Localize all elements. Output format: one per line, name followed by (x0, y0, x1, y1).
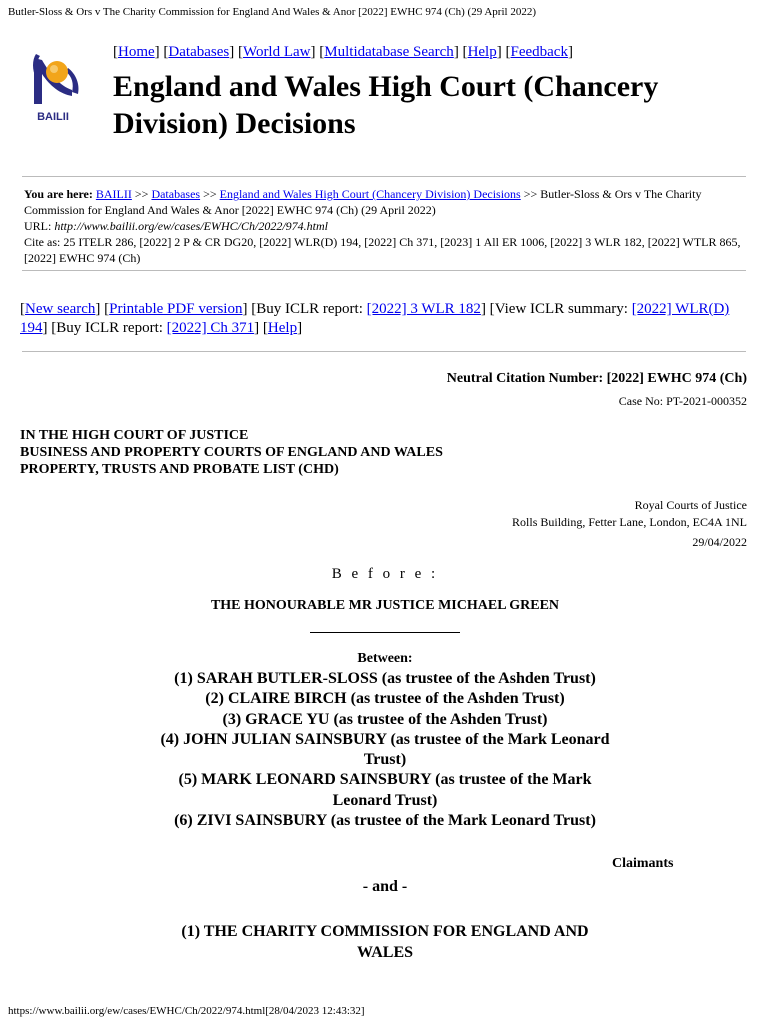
nav-feedback-link[interactable]: Feedback (510, 44, 568, 60)
nav-multidatabase-search-link[interactable]: Multidatabase Search (324, 44, 454, 60)
divider (22, 351, 746, 352)
judge-underline (310, 632, 460, 633)
claimant: (4) JOHN JULIAN SAINSBURY (as trustee of the Mark Leonard Trust) (160, 730, 610, 769)
new-search-link[interactable]: New search (25, 301, 96, 317)
view-iclr-summary-label: View ICLR summary: (494, 301, 628, 317)
iclr-ch-371-link[interactable]: [2022] Ch 371 (166, 320, 255, 336)
nav-world-law-link[interactable]: World Law (242, 44, 311, 60)
breadcrumb-separator: >> (203, 187, 217, 201)
iclr-wlr-182-link[interactable]: [2022] 3 WLR 182 (366, 301, 481, 317)
claimant: (3) GRACE YU (as trustee of the Ashden Trust) (222, 710, 548, 728)
site-title: England and Wales High Court (Chancery Division) Decisions (113, 70, 659, 140)
defendant: (1) THE CHARITY COMMISSION FOR ENGLAND AND WALES (181, 923, 589, 961)
claimants-list (160, 669, 610, 831)
breadcrumb-bailii-link[interactable]: BAILII (95, 187, 132, 201)
logo-text: BAILII (37, 111, 69, 123)
court-address (512, 497, 747, 531)
neutral-citation-number: Neutral Citation Number: [2022] EWHC 974 (Ch) (446, 371, 747, 386)
printable-pdf-link[interactable]: Printable PDF version (109, 301, 243, 317)
case-info (24, 186, 744, 266)
before-heading: B e f o r e : (331, 566, 439, 582)
bailii-logo-icon (22, 50, 84, 126)
url-line (24, 218, 744, 234)
claimants-role-label: Claimants (612, 856, 674, 871)
case-url: http://www.bailii.org/ew/cases/EWHC/Ch/2022/974.html (54, 219, 329, 233)
buy-iclr-label: Buy ICLR report: (56, 320, 163, 336)
cite-as-line: Cite as: 25 ITELR 286, [2022] 2 P & CR DG20, [2022] WLR(D) 194, [2022] Ch 371, [2023] 1 All ER 1006, [2022] 3 WLR 182, [2022] WTLR 865, [2022] EWHC 974 (Ch) (24, 235, 741, 265)
judge-name: THE HONOURABLE MR JUSTICE MICHAEL GREEN (210, 598, 560, 613)
print-header: Butler-Sloss & Ors v The Charity Commission for England And Wales & Anor [2022] EWHC 974 (Ch) (29 April 2022) (8, 6, 536, 18)
divider (22, 176, 746, 177)
nav-databases-link[interactable]: Databases (168, 44, 230, 60)
breadcrumb-separator: >> (134, 187, 149, 201)
nav-help-link[interactable]: Help (467, 44, 497, 60)
divider (22, 270, 746, 271)
breadcrumb (24, 186, 744, 218)
top-navigation: [Home] [Databases] [World Law] [Multidatabase Search] [Help] [Feedback] (113, 44, 573, 60)
claimant: (6) ZIVI SAINSBURY (as trustee of the Mark Leonard Trust) (174, 812, 596, 830)
claimant: (5) MARK LEONARD SAINSBURY (as trustee of the Mark Leonard Trust) (178, 771, 592, 809)
iclr-wlrd-194-link[interactable]: [2022] WLR(D) 194 (20, 301, 730, 336)
court-line: BUSINESS AND PROPERTY COURTS OF ENGLAND AND WALES (20, 445, 443, 460)
breadcrumb-court-link[interactable]: England and Wales High Court (Chancery Division) Decisions (219, 187, 521, 201)
court-heading (20, 427, 443, 478)
bailii-logo[interactable] (22, 50, 84, 126)
address-line: Royal Courts of Justice (634, 498, 747, 512)
breadcrumb-databases-link[interactable]: Databases (151, 187, 201, 201)
url-label: URL: (24, 219, 52, 233)
nav-home-link[interactable]: Home (118, 44, 155, 60)
claimant: (2) CLAIRE BIRCH (as trustee of the Ashden Trust) (205, 690, 565, 708)
between-heading: Between: (357, 651, 413, 666)
breadcrumb-current: Butler-Sloss & Ors v The Charity Commission for England And Wales & Anor [2022] EWHC 974 (Ch) (29 April 2022) (24, 187, 702, 217)
case-links: [New search] [Printable PDF version] [Buy ICLR report: [2022] 3 WLR 182] [View ICLR summary: [2022] WLR(D) 194] [Buy ICLR report: [2022] Ch 371] [Help] (20, 301, 730, 336)
and-separator: - and - (362, 878, 408, 895)
court-line: PROPERTY, TRUSTS AND PROBATE LIST (CHD) (20, 462, 339, 477)
address-line: Rolls Building, Fetter Lane, London, EC4A 1NL (512, 515, 747, 529)
judgment-date: 29/04/2022 (692, 535, 747, 549)
claimant: (1) SARAH BUTLER-SLOSS (as trustee of the Ashden Trust) (174, 670, 596, 687)
court-line: IN THE HIGH COURT OF JUSTICE (20, 428, 249, 443)
help-link[interactable]: Help (267, 320, 298, 336)
print-footer: https://www.bailii.org/ew/cases/EWHC/Ch/2022/974.html[28/04/2023 12:43:32] (8, 1005, 365, 1017)
buy-iclr-label: Buy ICLR report: (256, 301, 363, 317)
breadcrumb-label: You are here: (24, 187, 93, 201)
breadcrumb-separator: >> (523, 187, 538, 201)
case-number: Case No: PT-2021-000352 (618, 394, 747, 408)
